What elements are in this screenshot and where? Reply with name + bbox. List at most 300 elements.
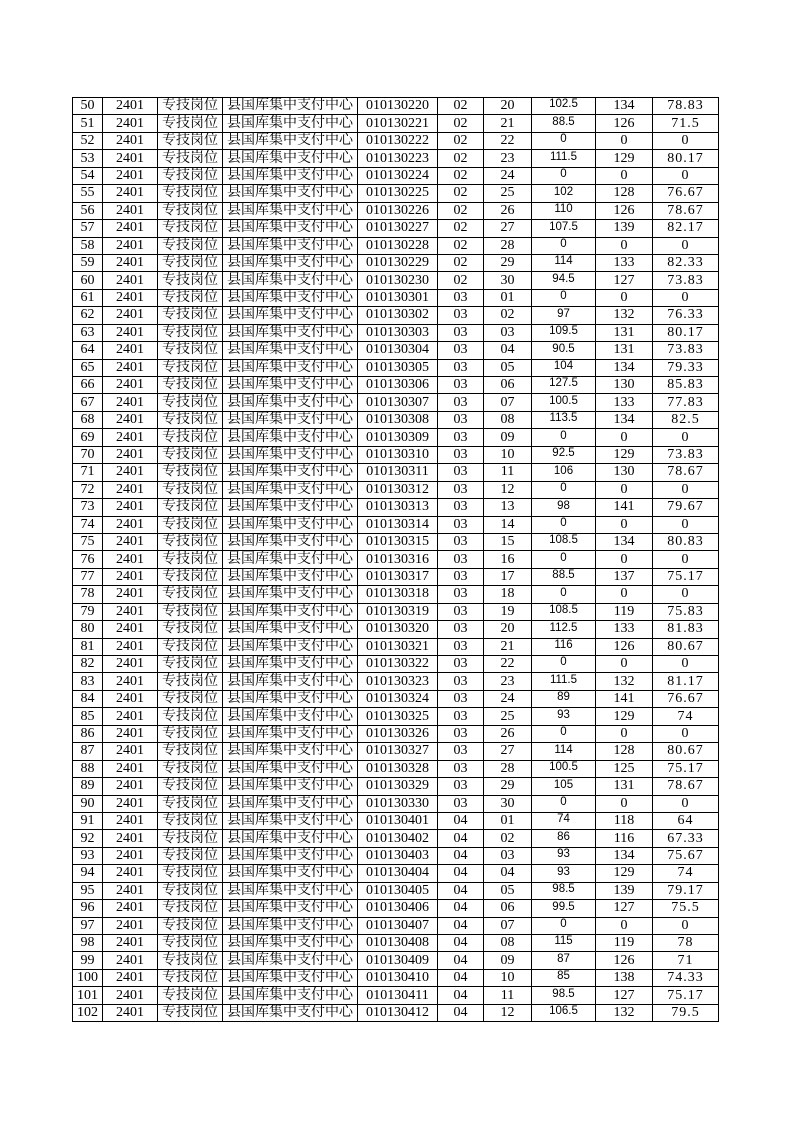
- subject1-score-cell: 0: [532, 796, 596, 813]
- subject1-score-cell: 108.5: [532, 604, 596, 621]
- post-code-cell: 2401: [103, 133, 158, 150]
- exam-id-cell: 010130304: [358, 342, 438, 359]
- exam-id-cell: 010130306: [358, 377, 438, 394]
- row-number-cell: 78: [73, 586, 103, 603]
- exam-id-cell: 010130317: [358, 569, 438, 586]
- post-type-cell: 专技岗位: [158, 551, 223, 568]
- table-row: [73, 115, 719, 132]
- post-type-cell: 专技岗位: [158, 987, 223, 1004]
- table-row: [73, 691, 719, 708]
- table-row: [73, 429, 719, 446]
- subject2-score-cell: 130: [596, 377, 653, 394]
- table-row: [73, 98, 719, 115]
- row-number-cell: 89: [73, 778, 103, 795]
- row-number-cell: 76: [73, 551, 103, 568]
- exam-id-cell: 010130301: [358, 290, 438, 307]
- total-score-cell: 75.67: [653, 848, 719, 865]
- unit-name-cell: 县国库集中支付中心: [223, 970, 358, 987]
- total-score-cell: 75.17: [653, 987, 719, 1004]
- unit-name-cell: 县国库集中支付中心: [223, 272, 358, 289]
- post-type-cell: 专技岗位: [158, 360, 223, 377]
- seat-number-cell: 18: [484, 586, 532, 603]
- seat-number-cell: 19: [484, 604, 532, 621]
- room-number-cell: 02: [438, 255, 484, 272]
- post-code-cell: 2401: [103, 830, 158, 847]
- post-code-cell: 2401: [103, 883, 158, 900]
- row-number-cell: 57: [73, 220, 103, 237]
- exam-id-cell: 010130408: [358, 935, 438, 952]
- row-number-cell: 93: [73, 848, 103, 865]
- total-score-cell: 64: [653, 813, 719, 830]
- subject1-score-cell: 87: [532, 952, 596, 969]
- post-type-cell: 专技岗位: [158, 586, 223, 603]
- subject1-score-cell: 102.5: [532, 98, 596, 115]
- score-table: [72, 97, 719, 1022]
- table-row: [73, 726, 719, 743]
- subject2-score-cell: 141: [596, 691, 653, 708]
- exam-id-cell: 010130315: [358, 534, 438, 551]
- exam-id-cell: 010130307: [358, 394, 438, 411]
- post-type-cell: 专技岗位: [158, 220, 223, 237]
- subject1-score-cell: 114: [532, 743, 596, 760]
- post-type-cell: 专技岗位: [158, 534, 223, 551]
- post-code-cell: 2401: [103, 726, 158, 743]
- unit-name-cell: 县国库集中支付中心: [223, 761, 358, 778]
- table-row: [73, 203, 719, 220]
- room-number-cell: 03: [438, 325, 484, 342]
- total-score-cell: 0: [653, 551, 719, 568]
- table-row: [73, 482, 719, 499]
- table-row: [73, 394, 719, 411]
- unit-name-cell: 县国库集中支付中心: [223, 464, 358, 481]
- total-score-cell: 78: [653, 935, 719, 952]
- post-code-cell: 2401: [103, 604, 158, 621]
- post-code-cell: 2401: [103, 534, 158, 551]
- table-row: [73, 377, 719, 394]
- subject1-score-cell: 89: [532, 691, 596, 708]
- total-score-cell: 80.83: [653, 534, 719, 551]
- row-number-cell: 58: [73, 238, 103, 255]
- unit-name-cell: 县国库集中支付中心: [223, 987, 358, 1004]
- room-number-cell: 02: [438, 133, 484, 150]
- subject2-score-cell: 0: [596, 918, 653, 935]
- unit-name-cell: 县国库集中支付中心: [223, 743, 358, 760]
- unit-name-cell: 县国库集中支付中心: [223, 830, 358, 847]
- room-number-cell: 03: [438, 394, 484, 411]
- table-row: [73, 918, 719, 935]
- seat-number-cell: 29: [484, 255, 532, 272]
- unit-name-cell: 县国库集中支付中心: [223, 534, 358, 551]
- room-number-cell: 03: [438, 290, 484, 307]
- subject1-score-cell: 90.5: [532, 342, 596, 359]
- post-type-cell: 专技岗位: [158, 499, 223, 516]
- post-code-cell: 2401: [103, 569, 158, 586]
- unit-name-cell: 县国库集中支付中心: [223, 778, 358, 795]
- subject1-score-cell: 111.5: [532, 150, 596, 167]
- room-number-cell: 02: [438, 150, 484, 167]
- post-code-cell: 2401: [103, 743, 158, 760]
- subject2-score-cell: 129: [596, 447, 653, 464]
- post-type-cell: 专技岗位: [158, 639, 223, 656]
- subject1-score-cell: 100.5: [532, 761, 596, 778]
- subject2-score-cell: 0: [596, 238, 653, 255]
- table-row: [73, 534, 719, 551]
- unit-name-cell: 县国库集中支付中心: [223, 586, 358, 603]
- subject1-score-cell: 108.5: [532, 534, 596, 551]
- unit-name-cell: 县国库集中支付中心: [223, 98, 358, 115]
- subject2-score-cell: 134: [596, 534, 653, 551]
- post-code-cell: 2401: [103, 325, 158, 342]
- subject2-score-cell: 126: [596, 203, 653, 220]
- subject2-score-cell: 133: [596, 621, 653, 638]
- post-code-cell: 2401: [103, 499, 158, 516]
- total-score-cell: 74: [653, 708, 719, 725]
- seat-number-cell: 13: [484, 499, 532, 516]
- exam-id-cell: 010130224: [358, 168, 438, 185]
- subject2-score-cell: 131: [596, 778, 653, 795]
- seat-number-cell: 05: [484, 360, 532, 377]
- subject1-score-cell: 106: [532, 464, 596, 481]
- subject1-score-cell: 105: [532, 778, 596, 795]
- exam-id-cell: 010130403: [358, 848, 438, 865]
- row-number-cell: 56: [73, 203, 103, 220]
- post-type-cell: 专技岗位: [158, 830, 223, 847]
- subject1-score-cell: 0: [532, 656, 596, 673]
- unit-name-cell: 县国库集中支付中心: [223, 377, 358, 394]
- subject2-score-cell: 0: [596, 168, 653, 185]
- subject2-score-cell: 116: [596, 830, 653, 847]
- room-number-cell: 03: [438, 569, 484, 586]
- subject1-score-cell: 98.5: [532, 987, 596, 1004]
- post-code-cell: 2401: [103, 412, 158, 429]
- total-score-cell: 81.83: [653, 621, 719, 638]
- post-type-cell: 专技岗位: [158, 761, 223, 778]
- post-type-cell: 专技岗位: [158, 691, 223, 708]
- unit-name-cell: 县国库集中支付中心: [223, 255, 358, 272]
- subject1-score-cell: 116: [532, 639, 596, 656]
- seat-number-cell: 06: [484, 377, 532, 394]
- room-number-cell: 02: [438, 220, 484, 237]
- total-score-cell: 80.17: [653, 325, 719, 342]
- seat-number-cell: 20: [484, 98, 532, 115]
- total-score-cell: 71.5: [653, 115, 719, 132]
- subject1-score-cell: 88.5: [532, 115, 596, 132]
- room-number-cell: 03: [438, 412, 484, 429]
- post-type-cell: 专技岗位: [158, 569, 223, 586]
- room-number-cell: 03: [438, 534, 484, 551]
- subject2-score-cell: 131: [596, 325, 653, 342]
- subject2-score-cell: 133: [596, 255, 653, 272]
- table-row: [73, 342, 719, 359]
- total-score-cell: 78.67: [653, 203, 719, 220]
- seat-number-cell: 28: [484, 238, 532, 255]
- exam-id-cell: 010130228: [358, 238, 438, 255]
- room-number-cell: 03: [438, 673, 484, 690]
- table-row: [73, 778, 719, 795]
- subject1-score-cell: 97: [532, 307, 596, 324]
- post-type-cell: 专技岗位: [158, 1005, 223, 1022]
- exam-id-cell: 010130402: [358, 830, 438, 847]
- total-score-cell: 0: [653, 429, 719, 446]
- exam-id-cell: 010130311: [358, 464, 438, 481]
- post-code-cell: 2401: [103, 482, 158, 499]
- table-row: [73, 238, 719, 255]
- exam-id-cell: 010130319: [358, 604, 438, 621]
- exam-id-cell: 010130405: [358, 883, 438, 900]
- row-number-cell: 95: [73, 883, 103, 900]
- unit-name-cell: 县国库集中支付中心: [223, 290, 358, 307]
- subject1-score-cell: 93: [532, 865, 596, 882]
- subject1-score-cell: 127.5: [532, 377, 596, 394]
- seat-number-cell: 25: [484, 185, 532, 202]
- unit-name-cell: 县国库集中支付中心: [223, 482, 358, 499]
- total-score-cell: 67.33: [653, 830, 719, 847]
- post-type-cell: 专技岗位: [158, 865, 223, 882]
- table-row: [73, 517, 719, 534]
- unit-name-cell: 县国库集中支付中心: [223, 569, 358, 586]
- total-score-cell: 82.5: [653, 412, 719, 429]
- seat-number-cell: 12: [484, 482, 532, 499]
- subject2-score-cell: 129: [596, 708, 653, 725]
- row-number-cell: 99: [73, 952, 103, 969]
- row-number-cell: 70: [73, 447, 103, 464]
- seat-number-cell: 25: [484, 708, 532, 725]
- post-code-cell: 2401: [103, 935, 158, 952]
- room-number-cell: 04: [438, 813, 484, 830]
- unit-name-cell: 县国库集中支付中心: [223, 1005, 358, 1022]
- exam-id-cell: 010130316: [358, 551, 438, 568]
- table-row: [73, 604, 719, 621]
- unit-name-cell: 县国库集中支付中心: [223, 307, 358, 324]
- unit-name-cell: 县国库集中支付中心: [223, 115, 358, 132]
- table-row: [73, 883, 719, 900]
- subject1-score-cell: 0: [532, 918, 596, 935]
- exam-id-cell: 010130401: [358, 813, 438, 830]
- exam-id-cell: 010130221: [358, 115, 438, 132]
- room-number-cell: 03: [438, 342, 484, 359]
- post-code-cell: 2401: [103, 307, 158, 324]
- subject2-score-cell: 134: [596, 360, 653, 377]
- unit-name-cell: 县国库集中支付中心: [223, 726, 358, 743]
- exam-id-cell: 010130410: [358, 970, 438, 987]
- total-score-cell: 73.83: [653, 342, 719, 359]
- seat-number-cell: 11: [484, 987, 532, 1004]
- subject1-score-cell: 110: [532, 203, 596, 220]
- row-number-cell: 63: [73, 325, 103, 342]
- row-number-cell: 80: [73, 621, 103, 638]
- subject1-score-cell: 106.5: [532, 1005, 596, 1022]
- seat-number-cell: 07: [484, 394, 532, 411]
- total-score-cell: 78.67: [653, 778, 719, 795]
- seat-number-cell: 24: [484, 168, 532, 185]
- post-type-cell: 专技岗位: [158, 796, 223, 813]
- subject2-score-cell: 0: [596, 551, 653, 568]
- unit-name-cell: 县国库集中支付中心: [223, 551, 358, 568]
- post-type-cell: 专技岗位: [158, 238, 223, 255]
- exam-id-cell: 010130330: [358, 796, 438, 813]
- post-code-cell: 2401: [103, 813, 158, 830]
- subject1-score-cell: 107.5: [532, 220, 596, 237]
- subject1-score-cell: 104: [532, 360, 596, 377]
- table-row: [73, 830, 719, 847]
- unit-name-cell: 县国库集中支付中心: [223, 900, 358, 917]
- row-number-cell: 64: [73, 342, 103, 359]
- total-score-cell: 79.17: [653, 883, 719, 900]
- subject2-score-cell: 0: [596, 656, 653, 673]
- unit-name-cell: 县国库集中支付中心: [223, 412, 358, 429]
- subject1-score-cell: 0: [532, 726, 596, 743]
- room-number-cell: 03: [438, 517, 484, 534]
- subject1-score-cell: 102: [532, 185, 596, 202]
- post-type-cell: 专技岗位: [158, 307, 223, 324]
- unit-name-cell: 县国库集中支付中心: [223, 656, 358, 673]
- exam-id-cell: 010130223: [358, 150, 438, 167]
- unit-name-cell: 县国库集中支付中心: [223, 952, 358, 969]
- post-type-cell: 专技岗位: [158, 726, 223, 743]
- table-row: [73, 743, 719, 760]
- post-type-cell: 专技岗位: [158, 185, 223, 202]
- post-type-cell: 专技岗位: [158, 952, 223, 969]
- subject1-score-cell: 88.5: [532, 569, 596, 586]
- table-row: [73, 150, 719, 167]
- room-number-cell: 02: [438, 203, 484, 220]
- room-number-cell: 04: [438, 883, 484, 900]
- subject1-score-cell: 0: [532, 133, 596, 150]
- post-type-cell: 专技岗位: [158, 150, 223, 167]
- unit-name-cell: 县国库集中支付中心: [223, 848, 358, 865]
- total-score-cell: 76.67: [653, 691, 719, 708]
- post-code-cell: 2401: [103, 952, 158, 969]
- exam-id-cell: 010130313: [358, 499, 438, 516]
- subject1-score-cell: 114: [532, 255, 596, 272]
- post-code-cell: 2401: [103, 761, 158, 778]
- subject1-score-cell: 93: [532, 848, 596, 865]
- total-score-cell: 0: [653, 726, 719, 743]
- post-code-cell: 2401: [103, 255, 158, 272]
- subject2-score-cell: 139: [596, 220, 653, 237]
- subject1-score-cell: 0: [532, 168, 596, 185]
- subject2-score-cell: 130: [596, 464, 653, 481]
- room-number-cell: 02: [438, 272, 484, 289]
- subject2-score-cell: 128: [596, 743, 653, 760]
- post-type-cell: 专技岗位: [158, 935, 223, 952]
- unit-name-cell: 县国库集中支付中心: [223, 883, 358, 900]
- total-score-cell: 78.67: [653, 464, 719, 481]
- room-number-cell: 04: [438, 848, 484, 865]
- post-type-cell: 专技岗位: [158, 604, 223, 621]
- seat-number-cell: 08: [484, 412, 532, 429]
- subject2-score-cell: 133: [596, 394, 653, 411]
- total-score-cell: 80.67: [653, 743, 719, 760]
- unit-name-cell: 县国库集中支付中心: [223, 220, 358, 237]
- row-number-cell: 53: [73, 150, 103, 167]
- row-number-cell: 60: [73, 272, 103, 289]
- row-number-cell: 84: [73, 691, 103, 708]
- total-score-cell: 0: [653, 133, 719, 150]
- post-type-cell: 专技岗位: [158, 429, 223, 446]
- post-code-cell: 2401: [103, 238, 158, 255]
- room-number-cell: 02: [438, 185, 484, 202]
- unit-name-cell: 县国库集中支付中心: [223, 499, 358, 516]
- room-number-cell: 03: [438, 639, 484, 656]
- total-score-cell: 81.17: [653, 673, 719, 690]
- row-number-cell: 90: [73, 796, 103, 813]
- row-number-cell: 79: [73, 604, 103, 621]
- table-row: [73, 185, 719, 202]
- subject2-score-cell: 132: [596, 307, 653, 324]
- post-type-cell: 专技岗位: [158, 168, 223, 185]
- total-score-cell: 82.33: [653, 255, 719, 272]
- post-type-cell: 专技岗位: [158, 377, 223, 394]
- table-row: [73, 569, 719, 586]
- unit-name-cell: 县国库集中支付中心: [223, 517, 358, 534]
- seat-number-cell: 30: [484, 796, 532, 813]
- seat-number-cell: 06: [484, 900, 532, 917]
- room-number-cell: 03: [438, 307, 484, 324]
- post-type-cell: 专技岗位: [158, 970, 223, 987]
- subject2-score-cell: 132: [596, 1005, 653, 1022]
- exam-id-cell: 010130314: [358, 517, 438, 534]
- post-code-cell: 2401: [103, 517, 158, 534]
- total-score-cell: 85.83: [653, 377, 719, 394]
- subject2-score-cell: 137: [596, 569, 653, 586]
- row-number-cell: 86: [73, 726, 103, 743]
- unit-name-cell: 县国库集中支付中心: [223, 238, 358, 255]
- subject1-score-cell: 100.5: [532, 394, 596, 411]
- unit-name-cell: 县国库集中支付中心: [223, 604, 358, 621]
- post-code-cell: 2401: [103, 377, 158, 394]
- exam-id-cell: 010130327: [358, 743, 438, 760]
- room-number-cell: 03: [438, 656, 484, 673]
- post-code-cell: 2401: [103, 185, 158, 202]
- total-score-cell: 73.83: [653, 447, 719, 464]
- room-number-cell: 03: [438, 464, 484, 481]
- table-row: [73, 272, 719, 289]
- post-code-cell: 2401: [103, 150, 158, 167]
- subject2-score-cell: 118: [596, 813, 653, 830]
- seat-number-cell: 16: [484, 551, 532, 568]
- subject1-score-cell: 109.5: [532, 325, 596, 342]
- table-row: [73, 656, 719, 673]
- total-score-cell: 75.83: [653, 604, 719, 621]
- subject2-score-cell: 138: [596, 970, 653, 987]
- exam-id-cell: 010130328: [358, 761, 438, 778]
- table-row: [73, 865, 719, 882]
- post-code-cell: 2401: [103, 551, 158, 568]
- total-score-cell: 76.67: [653, 185, 719, 202]
- room-number-cell: 03: [438, 743, 484, 760]
- subject1-score-cell: 93: [532, 708, 596, 725]
- unit-name-cell: 县国库集中支付中心: [223, 865, 358, 882]
- row-number-cell: 91: [73, 813, 103, 830]
- table-row: [73, 168, 719, 185]
- row-number-cell: 55: [73, 185, 103, 202]
- post-code-cell: 2401: [103, 987, 158, 1004]
- row-number-cell: 66: [73, 377, 103, 394]
- subject2-score-cell: 141: [596, 499, 653, 516]
- room-number-cell: 03: [438, 708, 484, 725]
- table-row: [73, 220, 719, 237]
- table-row: [73, 935, 719, 952]
- table-row: [73, 952, 719, 969]
- subject2-score-cell: 119: [596, 604, 653, 621]
- subject2-score-cell: 0: [596, 429, 653, 446]
- row-number-cell: 59: [73, 255, 103, 272]
- post-type-cell: 专技岗位: [158, 342, 223, 359]
- subject1-score-cell: 115: [532, 935, 596, 952]
- room-number-cell: 02: [438, 238, 484, 255]
- seat-number-cell: 21: [484, 115, 532, 132]
